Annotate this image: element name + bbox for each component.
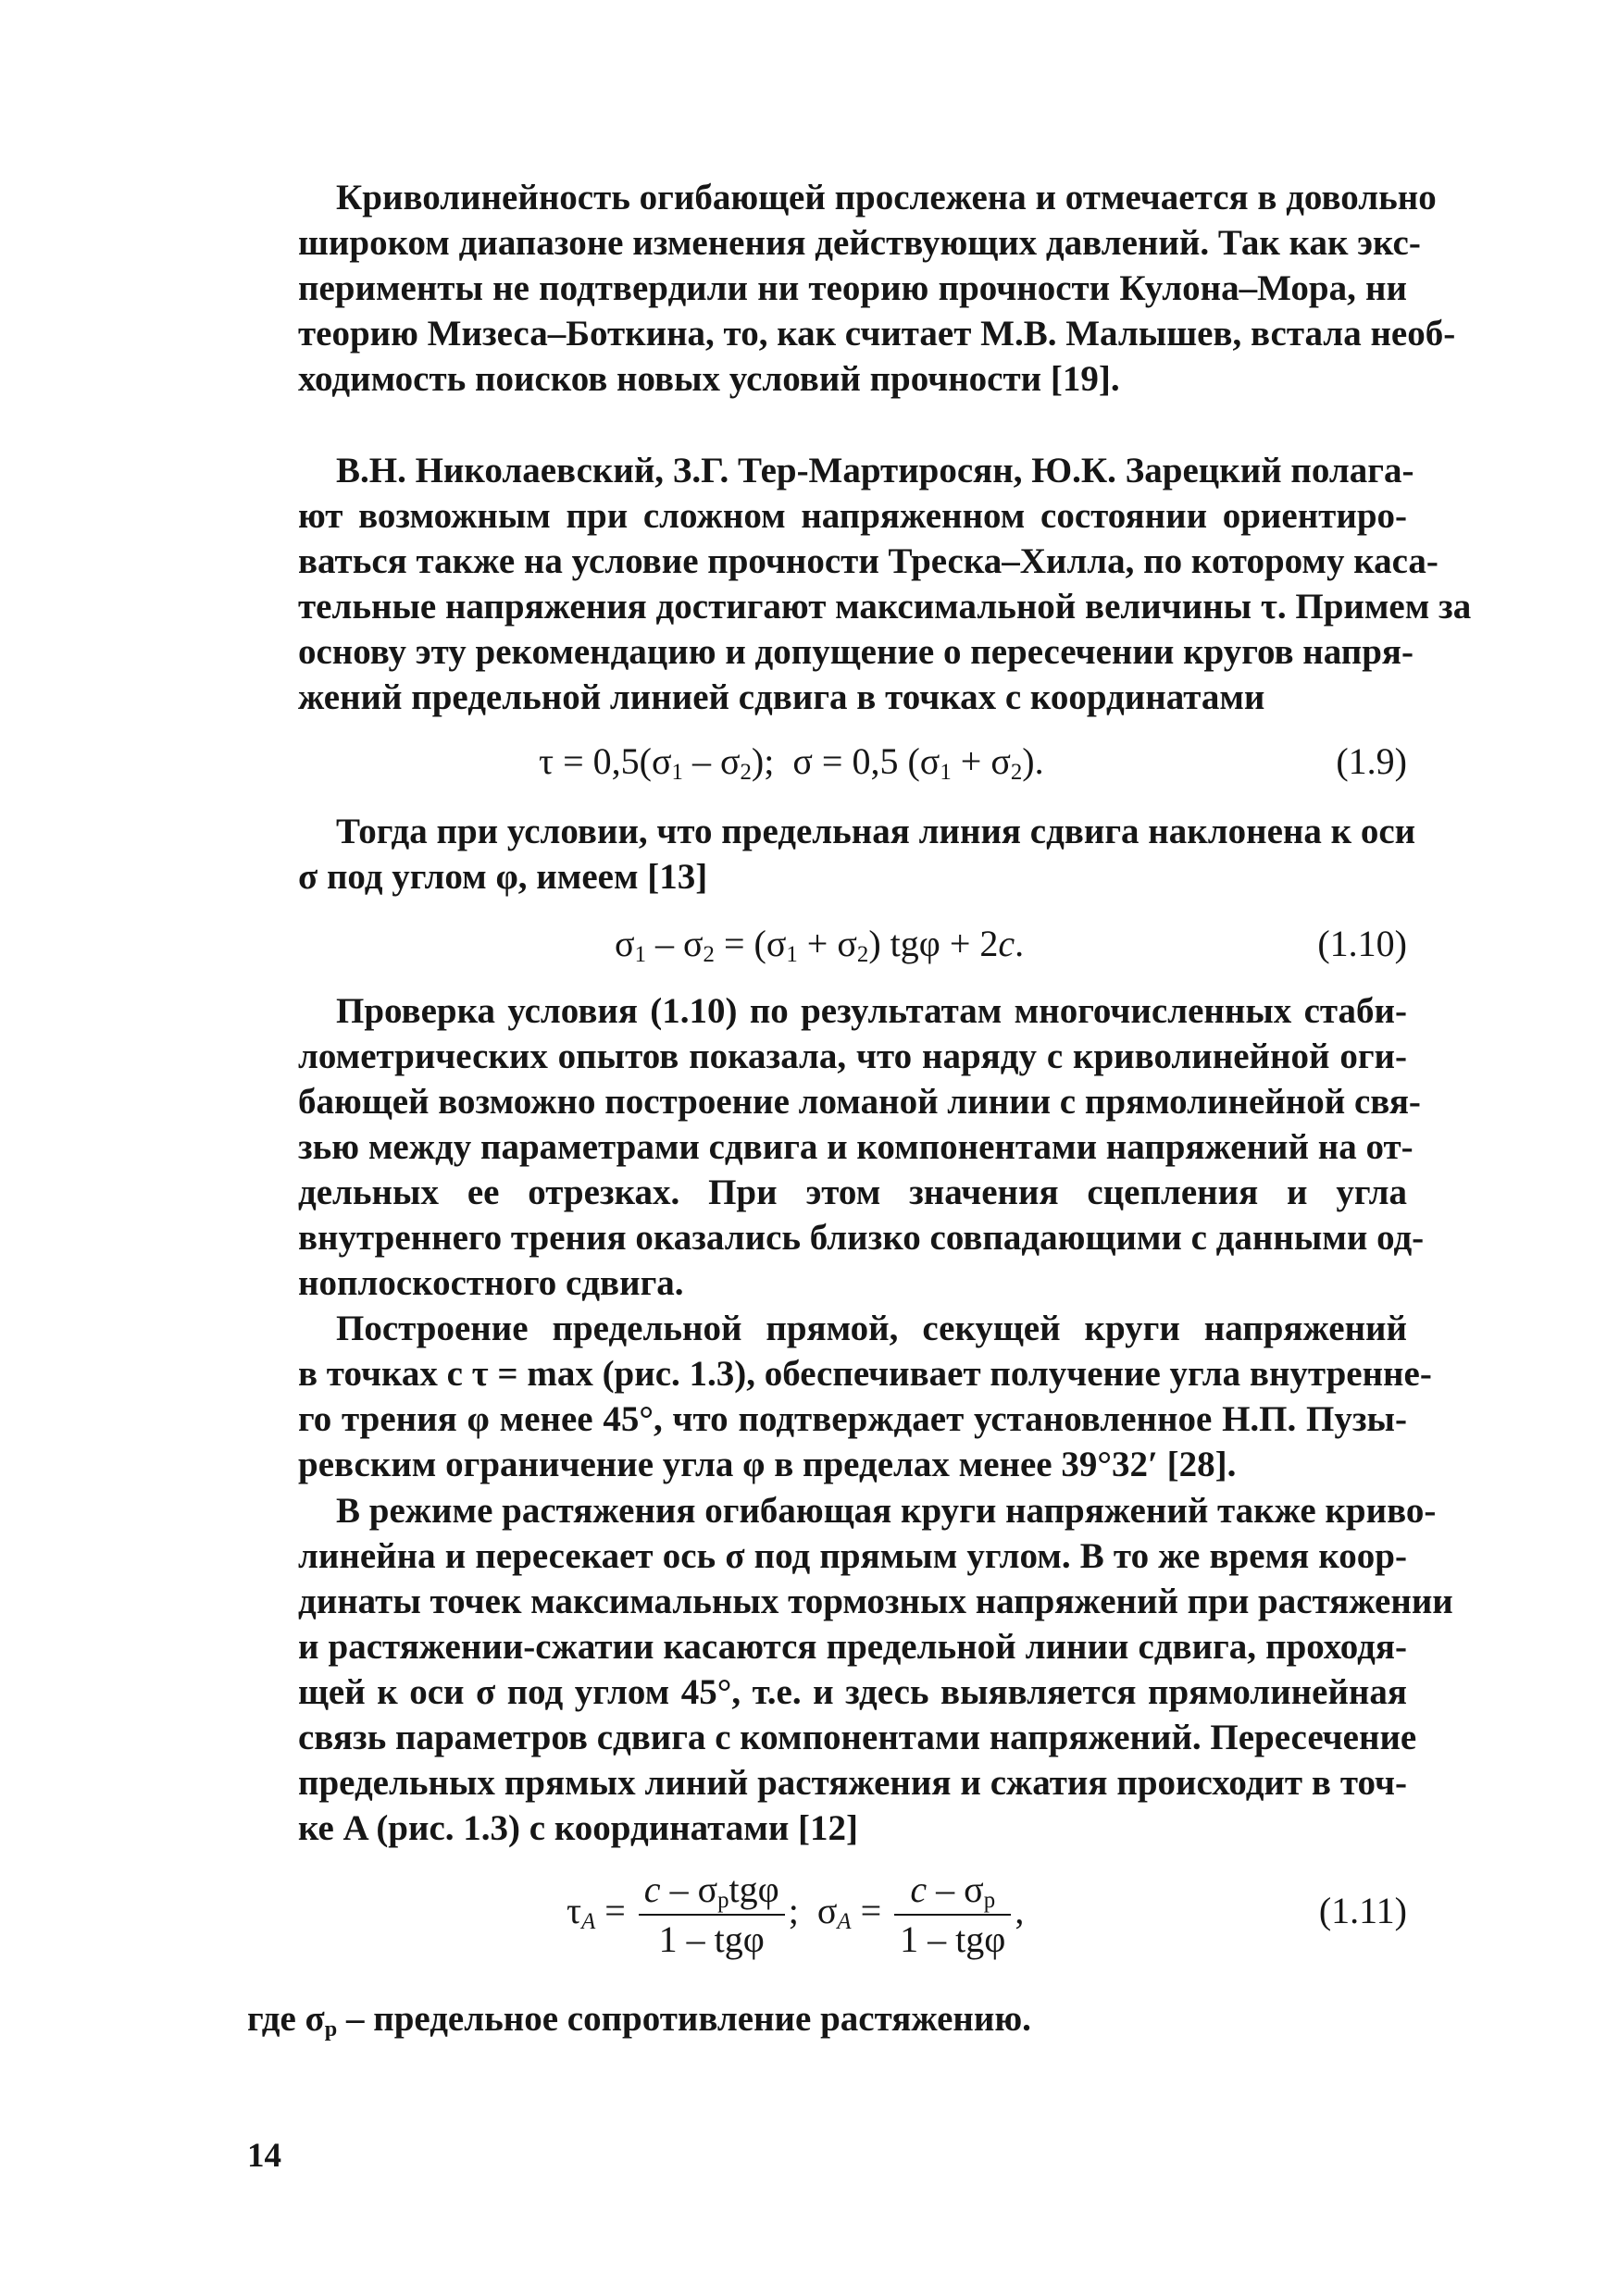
text-line: ревским ограничение угла φ в пределах менее 39°32′ [28]. bbox=[298, 1445, 1237, 1484]
text-line: где $\sigma_p$ – предельное сопротивление растяжению. bbox=[247, 1999, 1031, 2042]
text-line: Тогда при условии, что предельная линия сдвига наклонена к оси bbox=[336, 812, 1416, 851]
text-line: бающей возможно построение ломаной линии с прямолинейной свя- bbox=[298, 1082, 1421, 1122]
text-line: тельные напряжения достигают максимальной величины τ. Примем за bbox=[298, 587, 1472, 627]
text-line: Проверка условия (1.10) по результатам многочисленных стаби- bbox=[336, 991, 1407, 1031]
text-line: го трения φ менее 45°, что подтверждает установленное Н.П. Пузы- bbox=[298, 1399, 1407, 1439]
text-line: ноплоскостного сдвига. bbox=[298, 1263, 684, 1303]
equation-number: (1.9) bbox=[1336, 740, 1407, 782]
formula-1-9: $\tau = 0,5(\sigma_1 - \sigma_2)$; σ = 0,5 $(\sigma_1 + \sigma_2)$. (1.9) bbox=[0, 734, 1619, 789]
text-line: Построение предельной прямой, секущей круги напряжений bbox=[336, 1309, 1407, 1348]
text-line: В.Н. Николаевский, З.Г. Тер-Мартиросян, Ю.К. Зарецкий полага- bbox=[336, 451, 1414, 490]
text-line: ют возможным при сложном напряженном состоянии ориентиро- bbox=[298, 496, 1407, 536]
text-line: дельных ее отрезках. При этом значения сцепления и угла bbox=[298, 1173, 1407, 1212]
text-line: внутреннего трения оказались близко совпадающими с данными од- bbox=[298, 1218, 1425, 1258]
text-line: ваться также на условие прочности Треска–Хилла, по которому каса- bbox=[298, 541, 1438, 581]
formula-1-10: $\sigma_1 - \sigma_2 = (\sigma_1 + \sigma_2) tg\varphi + 2c$. (1.10) bbox=[0, 916, 1619, 972]
text-line: σ под углом φ, имеем [13] bbox=[298, 857, 708, 897]
fraction: $\frac{c - \sigma_ptg\varphi}{\text{1 – tgφ}}$ bbox=[639, 1868, 785, 1962]
text-line: зью между параметрами сдвига и компонентами напряжений на от- bbox=[298, 1127, 1414, 1167]
equation-number: (1.10) bbox=[1317, 923, 1407, 964]
text-line: ке A (рис. 1.3) с координатами [12] bbox=[298, 1808, 859, 1848]
page-number: 14 bbox=[247, 2137, 281, 2175]
formula-1-11: $\tau_A$ = $\frac{c - \sigma_ptg\varphi}{\text{1 – tgφ}}$ ; $\sigma_A$ = $\frac{c - \sigma_p}{\text{1 – tgφ}}$ , (1.11) bbox=[0, 1851, 1619, 1971]
text-line: теорию Мизеса–Боткина, то, как считает М.В. Малышев, встала необ- bbox=[298, 314, 1456, 354]
text-line: связь параметров сдвига с компонентами напряжений. Пересечение bbox=[298, 1718, 1417, 1757]
text-line: щей к оси σ под углом 45°, т.е. и здесь выявляется прямолинейная bbox=[298, 1672, 1407, 1712]
text-line: и растяжении-сжатии касаются предельной линии сдвига, проходя- bbox=[298, 1627, 1407, 1667]
text-line: предельных прямых линий растяжения и сжатия происходит в точ- bbox=[298, 1763, 1407, 1803]
text-line: лометрических опытов показала, что наряду с криволинейной оги- bbox=[298, 1036, 1407, 1076]
text-line: В режиме растяжения огибающая круги напряжений также криво- bbox=[336, 1491, 1437, 1531]
equation-number: (1.11) bbox=[1318, 1890, 1407, 1931]
text-line: перименты не подтвердили ни теорию прочности Кулона–Мора, ни bbox=[298, 268, 1407, 308]
text-line: линейна и пересекает ось σ под прямым углом. В то же время коор- bbox=[298, 1536, 1407, 1576]
text-line: в точках с τ = max (рис. 1.3), обеспечивает получение угла внутренне- bbox=[298, 1354, 1432, 1394]
text-line: жений предельной линией сдвига в точках с координатами bbox=[298, 677, 1265, 717]
fraction: $\frac{c - \sigma_p}{\text{1 – tgφ}}$ bbox=[894, 1868, 1011, 1962]
text-line: основу эту рекомендацию и допущение о пересечении кругов напря- bbox=[298, 632, 1414, 672]
text-line: ходимость поисков новых условий прочности [19]. bbox=[298, 359, 1120, 399]
text-line: широком диапазоне изменения действующих давлений. Так как экс- bbox=[298, 223, 1421, 263]
text-line: динаты точек максимальных тормозных напряжений при растяжении bbox=[298, 1582, 1453, 1621]
text-line: Криволинейность огибающей прослежена и отмечается в довольно bbox=[336, 178, 1437, 217]
